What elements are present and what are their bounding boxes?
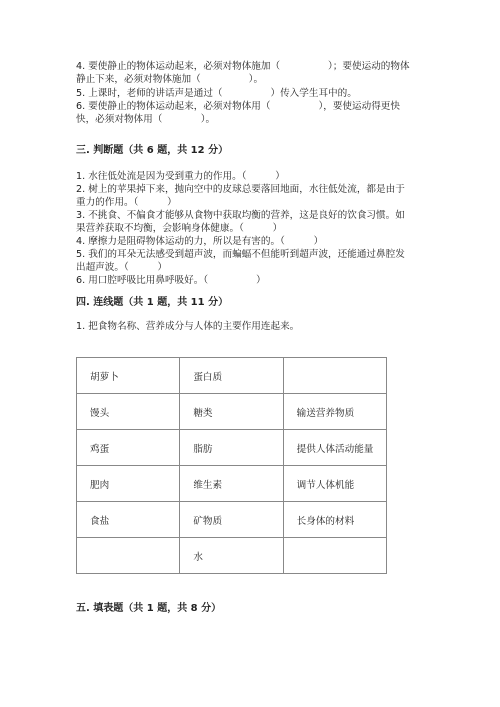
matching-table xyxy=(76,357,387,574)
table-cell: 肥肉 xyxy=(77,466,180,502)
judge-line-8: 出超声波。（ ） xyxy=(76,262,168,273)
judge-line-2: 2. 树上的苹果掉下来，抛向空中的皮球总要落回地面，水往低处流，都是由于 xyxy=(76,184,405,195)
fill-blank-line-5: 快，必须对物体用（ ）。 xyxy=(76,114,216,125)
table-cell: 蛋白质 xyxy=(180,358,283,394)
section-5-heading: 五. 填表题（共 1 题，共 8 分） xyxy=(76,603,222,614)
fill-blank-line-2: 静止下来，必须对物体施加（ ）。 xyxy=(76,74,264,85)
table-cell: 调节人体机能 xyxy=(283,466,386,502)
judge-line-6: 4. 摩擦力是阻碍物体运动的力，所以是有害的。（ ） xyxy=(76,236,324,247)
table-cell: 食盐 xyxy=(77,502,180,538)
table-cell: 维生素 xyxy=(180,466,283,502)
fill-blank-line-3: 5. 上课时，老师的讲话声是通过（ ）传入学生耳中的。 xyxy=(76,88,357,99)
table-cell: 胡萝卜 xyxy=(77,358,180,394)
fill-blank-line-1: 4. 要使静止的物体运动起来，必须对物体施加（ ）；要使运动的物体 xyxy=(76,61,410,72)
table-cell: 鸡蛋 xyxy=(77,430,180,466)
table-row xyxy=(77,538,387,574)
table-cell: 长身体的材料 xyxy=(283,502,386,538)
judge-line-4: 3. 不挑食、不偏食才能够从食物中获取均衡的营养，这是良好的饮食习惯。如 xyxy=(76,210,405,221)
judge-line-1: 1. 水往低处流是因为受到重力的作用。（ ） xyxy=(76,171,285,182)
table-cell: 输送营养物质 xyxy=(283,394,386,430)
judge-line-3: 重力的作用。（ ） xyxy=(76,197,177,208)
table-cell xyxy=(283,538,386,574)
table-cell: 糖类 xyxy=(180,394,283,430)
table-cell xyxy=(283,358,386,394)
judge-line-5: 果营养获取不均衡，会影响身体健康。（ ） xyxy=(76,223,283,234)
table-cell: 水 xyxy=(180,538,283,574)
fill-blank-line-4: 6. 要使静止的物体运动起来，必须对物体用（ ），要使运动得更快 xyxy=(76,101,400,112)
section-3-heading: 三. 判断题（共 6 题，共 12 分） xyxy=(76,145,229,156)
section-4-heading: 四. 连线题（共 1 题，共 11 分） xyxy=(76,297,229,308)
judge-line-9: 6. 用口腔呼吸比用鼻呼吸好。（ ） xyxy=(76,275,266,286)
table-row xyxy=(77,358,387,394)
judge-line-7: 5. 我们的耳朵无法感受到超声波，而蝙蝠不但能听到超声波，还能通过鼻腔发 xyxy=(76,249,405,260)
table-row xyxy=(77,394,387,430)
table-cell xyxy=(77,538,180,574)
table-cell: 脂肪 xyxy=(180,430,283,466)
table-cell: 矿物质 xyxy=(180,502,283,538)
table-cell: 提供人体活动能量 xyxy=(283,430,386,466)
table-row xyxy=(77,466,387,502)
matching-question: 1. 把食物名称、营养成分与人体的主要作用连起来。 xyxy=(76,321,300,332)
table-row xyxy=(77,430,387,466)
table-row xyxy=(77,502,387,538)
table-cell: 馒头 xyxy=(77,394,180,430)
